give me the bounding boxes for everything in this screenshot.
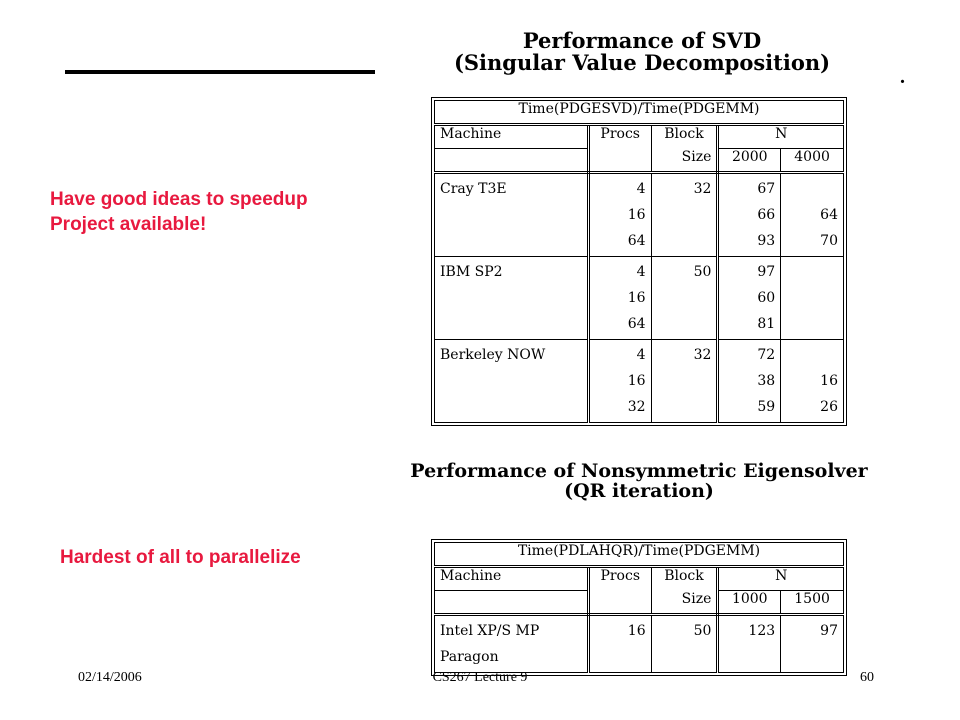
svd-block-ibm: 50 [651, 257, 718, 340]
table-cell: 64 [627, 233, 646, 249]
svd-col-machine-blank [435, 149, 589, 173]
qr-table-caption: Time(PDLAHQR)/Time(PDGEMM) [435, 543, 844, 567]
table-cell: Paragon [440, 649, 499, 665]
qr-col-size: Size [651, 591, 718, 615]
svd-col-procs: Procs [588, 125, 651, 149]
svd-title-line1: Performance of SVD [522, 28, 762, 53]
svd-title-line2: (Singular Value Decomposition) [453, 50, 831, 76]
qr-col-machine-blank [435, 591, 589, 615]
qr-n2-intel: 97 [781, 615, 844, 673]
svd-n2-cray [781, 173, 844, 257]
table-cell: 26 [820, 399, 838, 415]
svd-procs-berkeley [588, 340, 651, 423]
footer-page-number: 60 [860, 670, 874, 685]
table-cell: 16 [627, 207, 646, 223]
svd-col-machine: Machine [435, 125, 589, 149]
qr-col-procs: Procs [588, 567, 651, 591]
qr-figure-title [372, 462, 906, 502]
footer-title: CS267 Lecture 9 [432, 670, 528, 685]
qr-col-machine: Machine [435, 567, 589, 591]
svd-procs-ibm [588, 257, 651, 340]
qr-col-procs-blank [588, 591, 651, 615]
qr-col-n1: 1000 [718, 591, 781, 615]
qr-procs-intel: 16 [588, 615, 651, 673]
svd-machine-berkeley: Berkeley NOW [435, 340, 589, 423]
svd-n1-cray [718, 173, 781, 257]
table-cell: 64 [820, 207, 838, 223]
svd-col-size: Size [651, 149, 718, 173]
table-cell: 59 [757, 399, 776, 415]
table-cell [786, 176, 838, 202]
qr-performance-table [434, 542, 844, 673]
svd-col-n: N [718, 125, 844, 149]
svd-machine-cray: Cray T3E [435, 173, 589, 257]
table-cell: 4 [636, 181, 646, 197]
table-cell: 64 [627, 316, 646, 332]
svd-n1-berkeley [718, 340, 781, 423]
qr-col-block: Block [651, 567, 718, 591]
qr-n1-intel: 123 [718, 615, 781, 673]
svd-n2-ibm [781, 257, 844, 340]
svd-block-cray: 32 [651, 173, 718, 257]
svd-n1-ibm [718, 257, 781, 340]
svd-col-n1: 2000 [718, 149, 781, 173]
table-cell: 16 [820, 373, 838, 389]
header-dot: . [900, 66, 905, 88]
svd-figure-title [432, 30, 852, 74]
qr-col-n: N [718, 567, 844, 591]
svd-n2-berkeley [781, 340, 844, 423]
header-rule [65, 70, 375, 74]
table-cell [786, 342, 838, 368]
table-cell: 38 [757, 373, 776, 389]
table-cell: Intel XP/S MP [440, 623, 540, 639]
svd-performance-table [434, 100, 844, 423]
svd-procs-cray [588, 173, 651, 257]
table-cell: 81 [757, 316, 776, 332]
qr-col-n2: 1500 [781, 591, 844, 615]
qr-title-line2: (QR iteration) [564, 479, 714, 502]
svd-callout [50, 187, 308, 237]
svd-machine-ibm: IBM SP2 [435, 257, 589, 340]
svd-callout-line1: Have good ideas to speedup [50, 189, 308, 210]
table-cell: 66 [757, 207, 776, 223]
table-cell: 16 [627, 290, 646, 306]
svd-callout-line2: Project available! [50, 214, 207, 235]
table-cell: 60 [757, 290, 776, 306]
table-cell: 97 [757, 264, 776, 280]
table-cell: 4 [636, 264, 646, 280]
table-cell: 32 [627, 399, 646, 415]
svd-col-n2: 4000 [781, 149, 844, 173]
footer-date: 02/14/2006 [78, 670, 142, 685]
table-cell: 16 [627, 373, 646, 389]
svd-col-block: Block [651, 125, 718, 149]
table-cell: 70 [820, 233, 838, 249]
table-cell: 67 [757, 181, 776, 197]
qr-block-intel: 50 [651, 615, 718, 673]
table-cell: 93 [757, 233, 776, 249]
table-cell: 4 [636, 347, 646, 363]
qr-machine-intel [435, 615, 589, 673]
svd-col-procs-blank [588, 149, 651, 173]
qr-title-line1: Performance of Nonsymmetric Eigensolver [410, 460, 868, 482]
svd-block-berkeley: 32 [651, 340, 718, 423]
svd-table-caption: Time(PDGESVD)/Time(PDGEMM) [435, 101, 844, 125]
table-cell: 72 [757, 347, 776, 363]
qr-callout: Hardest of all to parallelize [60, 547, 301, 568]
